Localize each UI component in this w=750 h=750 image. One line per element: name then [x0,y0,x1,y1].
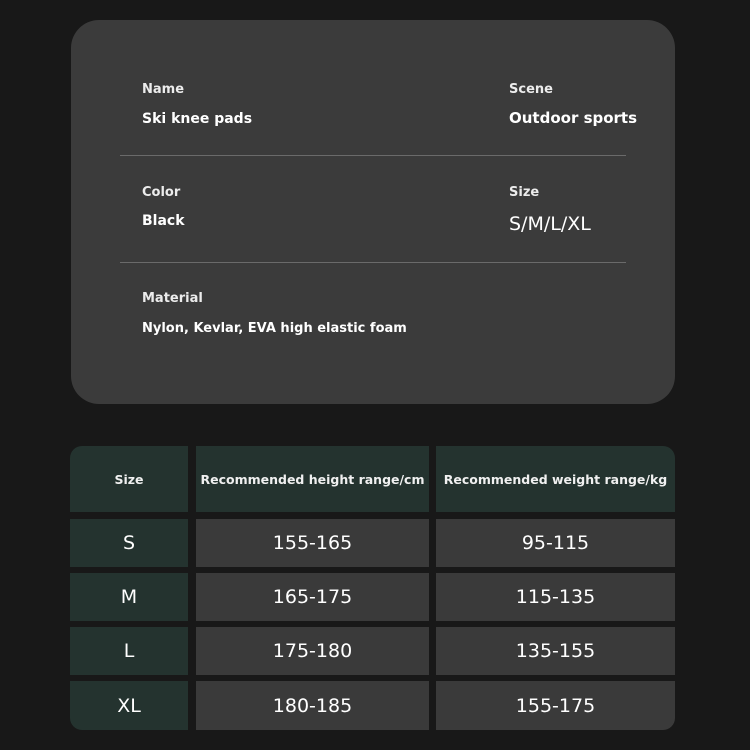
scene-value: Outdoor sports [509,109,638,127]
divider [120,155,626,156]
size-cell-s: S [70,519,188,567]
height-cell-xl: 180-185 [196,681,429,730]
header-size: Size [70,446,188,512]
weight-cell-xl: 155-175 [436,681,675,730]
product-info-card [71,20,675,404]
height-cell-m: 165-175 [196,573,429,621]
header-weight: Recommended weight range/kg [436,446,675,512]
size-label: Size [509,185,540,200]
weight-cell-l: 135-155 [436,627,675,675]
color-value: Black [142,213,185,229]
color-label: Color [142,185,181,200]
size-cell-m: M [70,573,188,621]
weight-cell-m: 115-135 [436,573,675,621]
size-value: S/M/L/XL [509,213,591,235]
size-cell-l: L [70,627,188,675]
material-label: Material [142,291,203,306]
height-cell-s: 155-165 [196,519,429,567]
size-cell-xl: XL [70,681,188,730]
height-cell-l: 175-180 [196,627,429,675]
weight-cell-s: 95-115 [436,519,675,567]
header-height: Recommended height range/cm [196,446,429,512]
size-chart-table [70,446,675,730]
material-value: Nylon, Kevlar, EVA high elastic foam [142,321,407,336]
divider [120,262,626,263]
name-value: Ski knee pads [142,111,253,127]
name-label: Name [142,82,185,97]
scene-label: Scene [509,82,553,97]
